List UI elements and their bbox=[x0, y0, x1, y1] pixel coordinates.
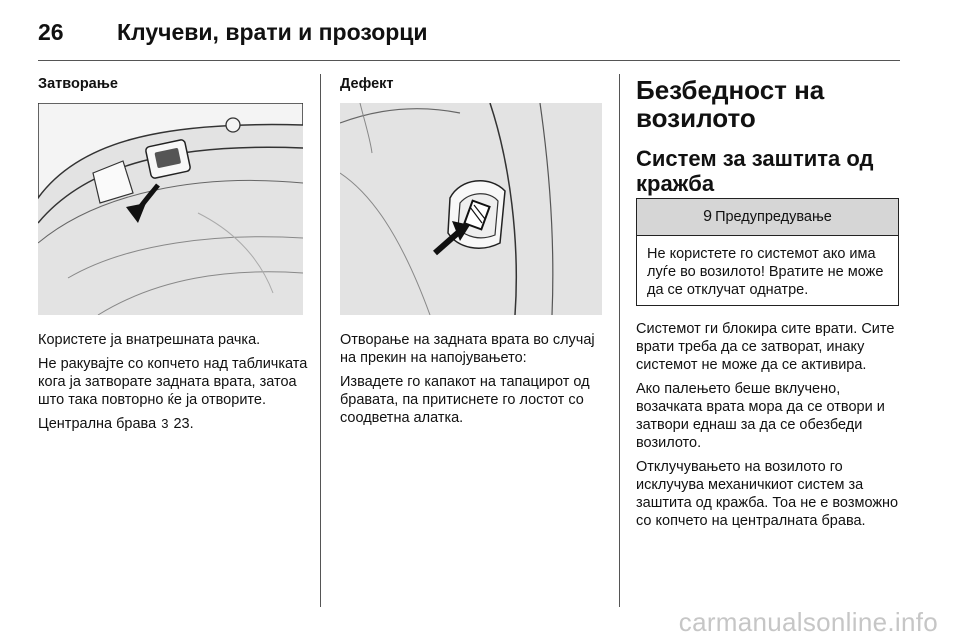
closing-paragraph: Не ракувајте со копчето над табличката кога ја затворате задната врата, затоа што така повторно ќе ја отворите. bbox=[38, 356, 308, 408]
tailgate-lock-lever-illustration bbox=[340, 103, 602, 315]
central-lock-reference[interactable] bbox=[38, 415, 308, 433]
reference-label: Централна брава bbox=[38, 416, 157, 432]
watermark: carmanualsonline.info bbox=[678, 607, 938, 637]
anti-theft-paragraph: Системот ги блокира сите врати. Сите врати треба да се затворат, инаку системот не може да се активира. bbox=[636, 321, 895, 373]
page-reference-icon: 3 bbox=[161, 416, 169, 431]
page-number: 26 bbox=[38, 19, 64, 45]
warning-label: Предупредување bbox=[715, 209, 832, 225]
column-divider-left bbox=[320, 74, 321, 607]
fault-paragraph: Извадете го капакот на тапацирот од бравата, па притиснете го лостот со соодветна алатка. bbox=[340, 374, 590, 426]
fault-text bbox=[340, 331, 610, 433]
reference-page: 23. bbox=[173, 416, 194, 432]
page-title: Клучеви, врати и прозорци bbox=[117, 19, 428, 45]
anti-theft-paragraph: Ако палењето беше вклучено, возачката врата мора да се отвори и затвори еднаш за да се обезбеди возилото. bbox=[636, 381, 885, 451]
closing-text bbox=[38, 331, 308, 439]
closing-paragraph: Користете ја внатрешната рачка. bbox=[38, 332, 261, 348]
fault-heading: Дефект bbox=[340, 76, 394, 92]
tailgate-interior-handle-illustration bbox=[38, 103, 303, 315]
vehicle-security-title: Безбедност на возилото bbox=[636, 75, 825, 133]
anti-theft-text bbox=[636, 320, 904, 536]
anti-theft-system-subtitle: Систем за заштита од кражба bbox=[636, 146, 874, 196]
warning-header bbox=[637, 199, 898, 236]
vehicle-security-titles bbox=[636, 76, 904, 196]
header-rule bbox=[38, 60, 900, 61]
anti-theft-paragraph: Отклучувањето на возилото го исклучува механичкиот систем за заштита од кражба. Тоа не е возможно со копчето на централната брава. bbox=[636, 459, 899, 529]
warning-box bbox=[636, 198, 899, 306]
column-divider-right bbox=[619, 74, 620, 607]
closing-heading: Затворање bbox=[38, 76, 118, 92]
fault-section-heading-wrap bbox=[340, 76, 602, 92]
closing-section-heading-wrap bbox=[38, 76, 303, 92]
warning-icon: 9 bbox=[703, 208, 713, 225]
tailgate-handle-drawing bbox=[38, 103, 303, 315]
fault-paragraph: Отворање на задната врата во случај на прекин на напојувањето: bbox=[340, 332, 595, 366]
warning-text: Не користете го системот ако има луѓе во возилото! Вратите не може да се отклучат однатре. bbox=[647, 246, 884, 298]
lock-lever-drawing bbox=[340, 103, 602, 315]
